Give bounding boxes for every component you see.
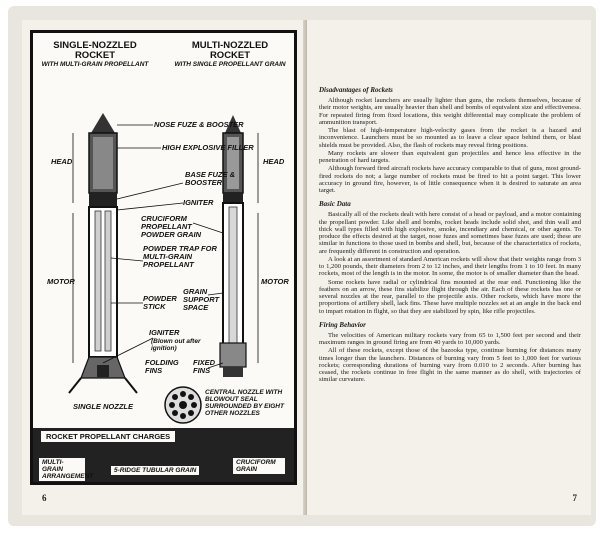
label-base-fuze: BASE FUZE & BOOSTER [185,170,236,187]
heading-basic-data: Basic Data [319,200,351,209]
label-motor-left: MOTOR [47,277,75,286]
label-head-left: HEAD [51,157,73,166]
label-fixed-fins: FIXED FINS [193,358,216,375]
heading-firing-behavior: Firing Behavior [319,320,366,329]
propellant-charges-panel [33,428,294,482]
left-page [22,20,306,515]
paragraph: Some rockets have radial or cylindrical fins mounted at the rear end. Functioning like the feathers on an arrow, these fins stabilize flight through the air. Each of these rockets has one or several nozzles at the rear, parallel to the projectile axis. Other rockets, which have more the proportions of artillery shell, lack fins. These have multiple nozzles set at an angle in the back end to impart rotation in flight, so that they are stabilized by spin, like rifle projectiles. [319,278,581,315]
label-grain-support: GRAIN SUPPORT SPACE [183,287,220,312]
rocket-diagram [30,30,297,485]
open-booklet [8,6,596,526]
label-folding-fins: FOLDING FINS [145,358,179,375]
single-nozzled-rocket-subtitle: WITH MULTI-GRAIN PROPELLANT [41,61,149,68]
paragraph: The velocities of American military rockets vary from 65 to 1,500 feet per second and their maximum ranges in ground firing are from 40 yards to 10,000 yards. [319,331,581,346]
right-page [307,20,591,515]
label-nose-fuze: NOSE FUZE & BOOSTER [154,120,244,129]
multi-nozzled-rocket [220,115,246,377]
paragraph: A look at an assortment of standard American rockets will show that their weights range from 3 to 1,200 pounds, their diameters from 2 to 12 inches, and their lengths from 1 to 10 feet. In many rockets, most of the length is in the motor. In some, the motor is of smaller diameter than the head. [319,255,581,278]
label-igniter-top: IGNITER [183,198,214,207]
page-number-right: 7 [572,493,577,503]
paragraph: Many rockets are slower than equivalent gun projectiles and hence less effective in the penetration of hard targets. [319,149,581,164]
charge-cruciform: CRUCIFORM GRAIN [233,458,285,474]
multi-nozzled-rocket-title: MULTI-NOZZLED ROCKET WITH SINGLE PROPELLANT GRAIN [171,41,289,68]
paragraph: Although forward fired aircraft rockets have accuracy comparable to that of guns, most ground-fired rockets do not; a large number of rockets must be fired to hit a point target. This lower accuracy in ground fire, however, is of little consequence when it is desired to saturate an area target. [319,165,581,194]
multi-nozzled-rocket-subtitle: WITH SINGLE PROPELLANT GRAIN [174,61,286,68]
nozzle-cross-section [165,387,201,423]
label-powder-stick: POWDER STICK [143,294,177,311]
label-cruciform: CRUCIFORM PROPELLANT POWDER GRAIN [141,214,201,239]
label-head-right: HEAD [263,157,285,166]
label-igniter-bottom: IGNITER [149,328,180,337]
label-igniter-note: (Blown out after ignition) [151,338,201,352]
paragraph: Although rocket launchers are usually lighter than guns, the rockets themselves, because of their motor weights, are usually heavier than shell and bombs of equivalent size and effectiveness. For repeated firing from fixed locations, this weight differential may complicate the problem of ammunition transport. [319,97,581,126]
charge-multi-grain: MULTI-GRAIN ARRANGEMENT [39,458,85,481]
paragraph: Basically all of the rockets dealt with here consist of a head or payload, and a motor containing the propellant powder. Like shell and bombs, rocket heads include solid shot, and thin wall and thick wall types filled with high explosive, smoke, incendiary and chemical, or other agents. To produce the effects desired at the target, nose fuzes and sometimes base fuzes are used; these are similar in functions to those used in bombs and shell, but, because of the characteristics of rockets, are frequently different in construction and operation. [319,211,581,255]
label-motor-right: MOTOR [261,277,289,286]
label-powder-trap: POWDER TRAP FOR MULTI-GRAIN PROPELLANT [143,244,217,269]
heading-disadvantages: Disadvantages of Rockets [319,86,393,94]
single-nozzled-rocket-title: SINGLE-NOZZLED ROCKET WITH MULTI-GRAIN PROPELLANT [39,41,151,68]
right-page-text [319,86,581,385]
label-central-nozzle: CENTRAL NOZZLE WITH BLOWOUT SEAL SURROUNDED BY EIGHT OTHER NOZZLES [205,389,284,417]
charges-title: ROCKET PROPELLANT CHARGES [41,431,175,442]
page-number-left: 6 [42,493,47,503]
label-high-explosive: HIGH EXPLOSIVE FILLER [162,143,254,152]
label-single-nozzle: SINGLE NOZZLE [73,402,133,411]
paragraph: All of these rockets, except those of the bazooka type, continue burning for distances many times longer than the launchers. Distances of burning vary from 5 feet to 1,000 feet for various rockets; corresponding durations of burning vary from 0.010 to 2 seconds. After burning has ceased, the rockets continue in free flight in the same manner as do shell, with trajectories of similar curvature. [319,347,581,384]
charge-tubular: 5-RIDGE TUBULAR GRAIN [111,466,199,475]
paragraph: The blast of high-temperature high-velocity gases from the rocket is a hazard and inconvenience. Launchers must be so mounted as to leave a clear space behind them, or blast shields must be provided. Also, the flash of rockets may reveal firing positions. [319,127,581,149]
